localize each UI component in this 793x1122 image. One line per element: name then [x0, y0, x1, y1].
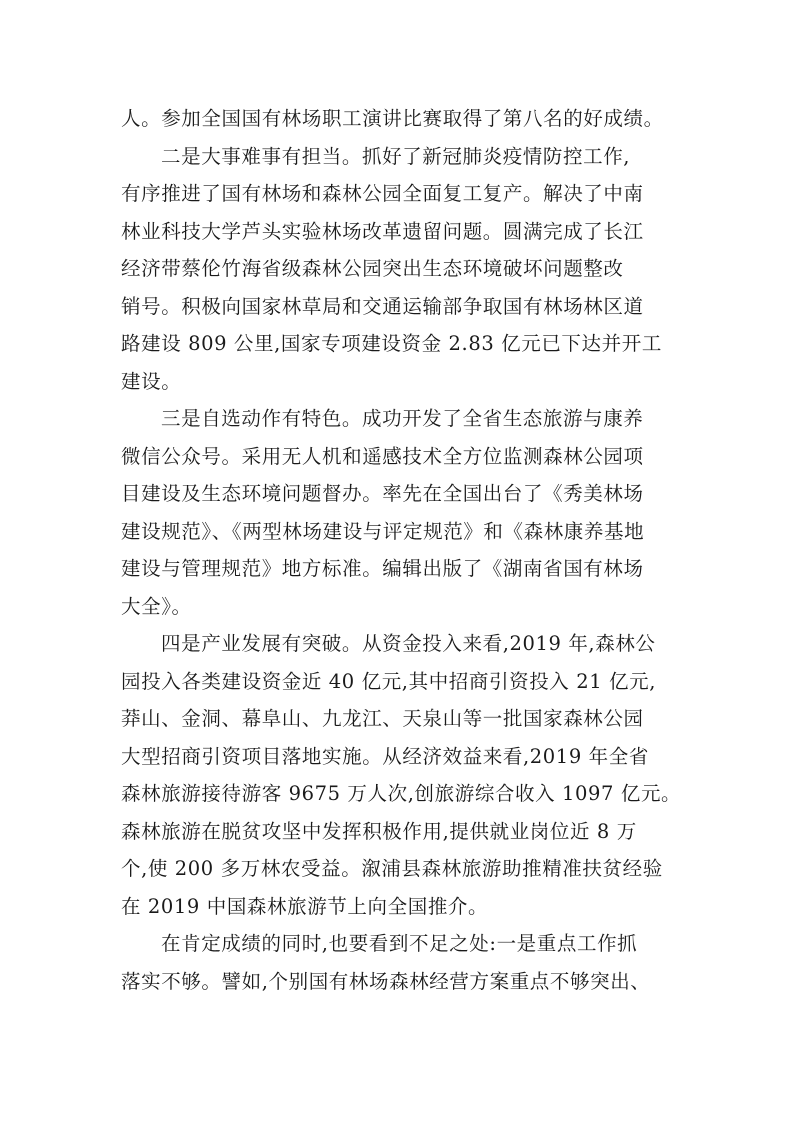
text-line: 大全》。 — [121, 594, 192, 618]
text-line: 园投入各类建设资金近 40 亿元,其中招商引资投入 21 亿元, — [121, 669, 657, 693]
paragraph-first-line: 三是自选动作有特色。成功开发了全省生态旅游与康养 — [161, 407, 644, 430]
text-line: 建设与管理规范》地方标准。编辑出版了《湖南省国有林场 — [121, 557, 644, 580]
text-line: 落实不够。譬如,个别国有林场森林经营方案重点不够突出、 — [121, 969, 651, 993]
text-line: 微信公众号。采用无人机和遥感技术全方位监测森林公园项 — [121, 444, 644, 468]
text-line: 目建设及生态环境问题督办。率先在全国出台了《秀美林场 — [121, 482, 644, 505]
text-line: 人。参加全国国有林场职工演讲比赛取得了第八名的好成绩。 — [121, 107, 664, 130]
text-line: 森林旅游接待游客 9675 万人次,创旅游综合收入 1097 亿元。 — [121, 782, 682, 805]
text-line: 有序推进了国有林场和森林公园全面复工复产。解决了中南 — [121, 182, 644, 205]
text-line: 建设规范》、《两型林场建设与评定规范》和《森林康养基地 — [121, 519, 645, 543]
text-line: 大型招商引资项目落地实施。从经济效益来看,2019 年全省 — [121, 744, 649, 768]
text-line: 森林旅游在脱贫攻坚中发挥积极作用,提供就业岗位近 8 万 — [121, 819, 637, 843]
text-line: 莽山、金洞、幕阜山、九龙江、天泉山等一批国家森林公园 — [121, 707, 644, 730]
text-line: 个,使 200 多万林农受益。溆浦县森林旅游助推精准扶贫经验 — [121, 857, 663, 880]
text-line: 销号。积极向国家林草局和交通运输部争取国有林场林区道 — [121, 294, 644, 318]
paragraph-first-line: 四是产业发展有突破。从资金投入来看,2019 年,森林公 — [161, 632, 656, 655]
paragraph-first-line: 在肯定成绩的同时,也要看到不足之处:一是重点工作抓 — [161, 932, 638, 955]
text-line: 林业科技大学芦头实验林场改革遗留问题。圆满完成了长江 — [121, 219, 644, 243]
body-text — [121, 100, 681, 1000]
text-line: 在 2019 中国森林旅游节上向全国推介。 — [121, 894, 489, 918]
text-line: 路建设 809 公里,国家专项建设资金 2.83 亿元已下达并开工 — [121, 332, 662, 355]
text-line: 建设。 — [121, 369, 182, 393]
paragraph-first-line: 二是大事难事有担当。抓好了新冠肺炎疫情防控工作, — [161, 144, 631, 168]
text-line: 经济带蔡伦竹海省级森林公园突出生态环境破坏问题整改 — [121, 257, 624, 280]
